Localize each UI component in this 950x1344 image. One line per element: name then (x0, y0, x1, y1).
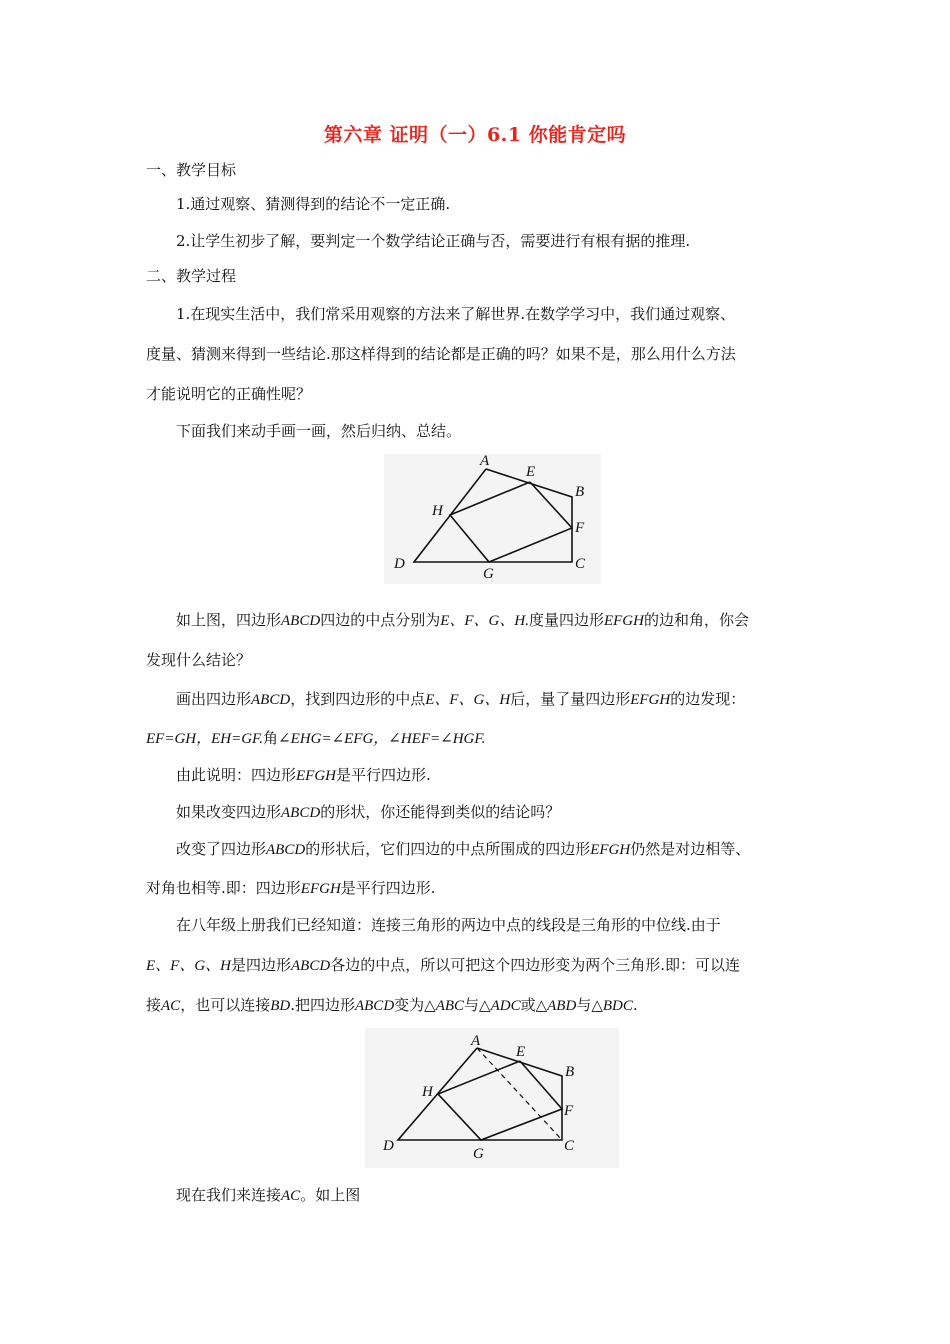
paragraph-line: 发现什么结论？ (146, 651, 252, 669)
vertex-label-E: E (516, 1044, 526, 1060)
paragraph-line: 现在我们来连接AC。如上图 (176, 1186, 361, 1204)
vertex-label-B: B (575, 484, 585, 500)
paragraph-line: 由此说明：四边形EFGH是平行四边形. (176, 766, 431, 784)
vertex-label-C: C (575, 556, 586, 572)
page-title: 第六章 证明（一）6.1 你能肯定吗 (323, 124, 627, 146)
paragraph-line: 如上图，四边形ABCD四边的中点分别为E、F、G、H.度量四边形EFGH的边和角，你会 (176, 611, 749, 629)
vertex-label-A: A (480, 454, 490, 469)
vertex-label-H: H (422, 1084, 433, 1100)
paragraph-line: 下面我们来动手画一画，然后归纳、总结。 (176, 422, 462, 440)
quadrilateral-figure-2 (365, 1028, 619, 1168)
vertex-label-E: E (526, 464, 536, 480)
paragraph-line: 1.在现实生活中，我们常采用观察的方法来了解世界.在数学学习中，我们通过观察、 (176, 305, 736, 323)
paragraph-line: 才能说明它的正确性呢？ (146, 385, 312, 403)
vertex-label-A: A (471, 1033, 481, 1049)
vertex-label-D: D (394, 556, 405, 572)
vertex-label-G: G (473, 1146, 484, 1162)
paragraph-line: E、F、G、H是四边形ABCD各边的中点，所以可把这个四边形变为两个三角形.即：可以连 (146, 956, 740, 974)
vertex-label-H: H (432, 503, 443, 519)
vertex-label-B: B (565, 1064, 575, 1080)
vertex-label-F: F (575, 520, 585, 536)
vertex-label-F: F (564, 1103, 574, 1119)
vertex-label-G: G (483, 566, 494, 582)
vertex-label-C: C (564, 1138, 575, 1154)
paragraph-line: 如果改变四边形ABCD的形状，你还能得到类似的结论吗？ (176, 803, 561, 821)
paragraph-line: 改变了四边形ABCD的形状后，它们四边的中点所围成的四边形EFGH仍然是对边相等、 (176, 840, 751, 858)
vertex-label-D: D (383, 1138, 394, 1154)
objective-item-2: 2.让学生初步了解，要判定一个数学结论正确与否，需要进行有根有据的推理. (176, 232, 691, 250)
paragraph-line: 画出四边形ABCD，找到四边形的中点E、F、G、H后，量了量四边形EFGH的边发现： (176, 690, 746, 708)
section-heading-objectives: 一、教学目标 (146, 161, 237, 179)
paragraph-line: 接AC，也可以连接BD.把四边形ABCD变为△ABC与△ADC或△ABD与△BDC. (146, 996, 638, 1014)
paragraph-line: 度量、猜测来得到一些结论.那这样得到的结论都是正确的吗？如果不是，那么用什么方法 (146, 345, 736, 363)
paragraph-line: EF=GH，EH=GF.角∠EHG=∠EFG，∠HEF=∠HGF. (146, 729, 486, 747)
paragraph-line: 在八年级上册我们已经知道：连接三角形的两边中点的线段是三角形的中位线.由于 (176, 916, 721, 934)
quadrilateral-figure-1 (384, 454, 601, 584)
section-heading-process: 二、教学过程 (146, 267, 237, 285)
objective-item-1: 1.通过观察、猜测得到的结论不一定正确. (176, 195, 451, 213)
paragraph-line: 对角也相等.即：四边形EFGH是平行四边形. (146, 879, 436, 897)
